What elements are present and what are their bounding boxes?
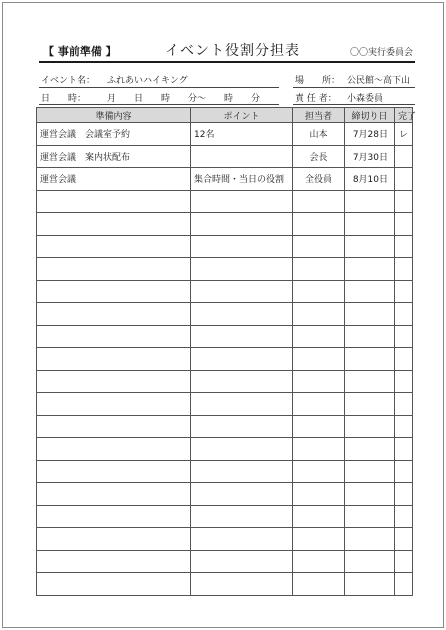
task-cell[interactable]: [37, 505, 191, 528]
point-cell[interactable]: [191, 505, 293, 528]
table-row: [37, 145, 413, 168]
table-row: [37, 460, 413, 483]
done-cell[interactable]: [395, 235, 413, 258]
owner-value: 小森委員: [347, 94, 384, 104]
deadline-cell[interactable]: [345, 438, 395, 461]
task-cell[interactable]: [37, 280, 191, 303]
task-cell[interactable]: [37, 393, 191, 416]
done-cell[interactable]: [395, 505, 413, 528]
assignee-cell[interactable]: [293, 438, 345, 461]
deadline-cell[interactable]: [345, 550, 395, 573]
deadline-cell[interactable]: 8月10日: [345, 168, 395, 191]
assignee-cell[interactable]: [293, 348, 345, 371]
task-cell[interactable]: [37, 348, 191, 371]
done-cell[interactable]: [395, 393, 413, 416]
done-cell[interactable]: [395, 145, 413, 168]
done-cell[interactable]: レ: [395, 123, 413, 146]
assignee-cell[interactable]: [293, 528, 345, 551]
point-cell[interactable]: [191, 280, 293, 303]
task-cell[interactable]: [37, 483, 191, 506]
table-row: [37, 415, 413, 438]
header-assignee: 担当者: [293, 108, 345, 123]
table-row: [37, 483, 413, 506]
assignee-cell[interactable]: [293, 303, 345, 326]
task-cell[interactable]: [37, 573, 191, 596]
deadline-cell[interactable]: [345, 258, 395, 281]
event-name-value: ふれあいハイキング: [107, 76, 188, 86]
table-row: [37, 393, 413, 416]
point-cell[interactable]: [191, 190, 293, 213]
assignee-cell[interactable]: [293, 213, 345, 236]
task-cell[interactable]: [37, 460, 191, 483]
task-cell[interactable]: [37, 550, 191, 573]
done-cell[interactable]: [395, 348, 413, 371]
assignee-cell[interactable]: [293, 550, 345, 573]
owner-underline: [293, 104, 415, 105]
event-name-underline: [39, 87, 279, 88]
point-cell[interactable]: [191, 370, 293, 393]
date-value: 月 日 時 分～ 時 分: [107, 94, 261, 104]
section-tag: 【 事前準備 】: [43, 45, 117, 58]
point-cell[interactable]: [191, 393, 293, 416]
assignee-cell[interactable]: [293, 415, 345, 438]
table-row: [37, 438, 413, 461]
deadline-cell[interactable]: [345, 280, 395, 303]
table-row: [37, 550, 413, 573]
table-row: [37, 505, 413, 528]
assignee-cell[interactable]: [293, 460, 345, 483]
deadline-cell[interactable]: [345, 415, 395, 438]
point-cell[interactable]: [191, 528, 293, 551]
assignee-cell[interactable]: [293, 573, 345, 596]
task-cell[interactable]: [37, 370, 191, 393]
assignee-cell[interactable]: 全役員: [293, 168, 345, 191]
done-cell[interactable]: [395, 325, 413, 348]
done-cell[interactable]: [395, 415, 413, 438]
organization-name: 〇〇実行委員会: [349, 48, 413, 58]
deadline-cell[interactable]: [345, 190, 395, 213]
point-cell[interactable]: [191, 235, 293, 258]
deadline-cell[interactable]: [345, 483, 395, 506]
point-cell[interactable]: [191, 550, 293, 573]
task-cell[interactable]: [37, 235, 191, 258]
task-cell[interactable]: [37, 528, 191, 551]
task-table: [36, 107, 417, 596]
deadline-cell[interactable]: [345, 235, 395, 258]
assignee-cell[interactable]: 会長: [293, 145, 345, 168]
table-row: [37, 573, 413, 596]
done-cell[interactable]: [395, 438, 413, 461]
done-cell[interactable]: [395, 460, 413, 483]
point-cell[interactable]: [191, 483, 293, 506]
table-row: [37, 190, 413, 213]
point-cell[interactable]: [191, 145, 293, 168]
deadline-cell[interactable]: [345, 528, 395, 551]
task-cell[interactable]: 運営会議 会議室予約: [37, 123, 191, 146]
header-deadline: 締切り日: [345, 108, 395, 123]
done-cell[interactable]: [395, 483, 413, 506]
point-cell[interactable]: [191, 213, 293, 236]
done-cell[interactable]: [395, 528, 413, 551]
task-cell[interactable]: [37, 258, 191, 281]
done-cell[interactable]: [395, 550, 413, 573]
deadline-cell[interactable]: [345, 348, 395, 371]
assignee-cell[interactable]: [293, 483, 345, 506]
task-cell[interactable]: [37, 213, 191, 236]
done-cell[interactable]: [395, 573, 413, 596]
deadline-cell[interactable]: [345, 303, 395, 326]
table-row: [37, 280, 413, 303]
table-row: [37, 235, 413, 258]
header-done: 完了: [395, 108, 413, 123]
table-row: [37, 528, 413, 551]
assignee-cell[interactable]: [293, 235, 345, 258]
task-cell[interactable]: [37, 415, 191, 438]
header-task: 準備内容: [37, 108, 191, 123]
table-row: [37, 348, 413, 371]
table-row: [37, 303, 413, 326]
assignee-cell[interactable]: [293, 393, 345, 416]
point-cell[interactable]: 12名: [191, 123, 293, 146]
point-cell[interactable]: [191, 573, 293, 596]
done-cell[interactable]: [395, 370, 413, 393]
table-row: [37, 370, 413, 393]
assignee-cell[interactable]: [293, 190, 345, 213]
place-underline: [293, 87, 415, 88]
owner-label: 責 任 者：: [295, 94, 337, 104]
point-cell[interactable]: [191, 325, 293, 348]
deadline-cell[interactable]: 7月28日: [345, 123, 395, 146]
date-underline: [39, 104, 279, 105]
done-cell[interactable]: [395, 303, 413, 326]
done-cell[interactable]: [395, 258, 413, 281]
assignee-cell[interactable]: [293, 370, 345, 393]
table-row: [37, 213, 413, 236]
table-row: [37, 123, 413, 146]
point-cell[interactable]: [191, 303, 293, 326]
deadline-cell[interactable]: [345, 213, 395, 236]
deadline-cell[interactable]: [345, 460, 395, 483]
point-cell[interactable]: [191, 460, 293, 483]
task-cell[interactable]: [37, 325, 191, 348]
deadline-cell[interactable]: [345, 325, 395, 348]
date-label: 日 時：: [41, 94, 87, 104]
deadline-cell[interactable]: [345, 370, 395, 393]
page-title: イベント役割分担表: [165, 43, 300, 59]
assignee-cell[interactable]: [293, 258, 345, 281]
header-point: ポイント: [191, 108, 293, 123]
deadline-cell[interactable]: [345, 573, 395, 596]
table-header-row: [37, 108, 413, 123]
point-cell[interactable]: [191, 348, 293, 371]
assignee-cell[interactable]: [293, 505, 345, 528]
assignee-cell[interactable]: [293, 325, 345, 348]
assignee-cell[interactable]: [293, 280, 345, 303]
point-cell[interactable]: [191, 258, 293, 281]
task-cell[interactable]: 運営会議: [37, 168, 191, 191]
event-name-label: イベント名：: [41, 76, 96, 86]
point-cell[interactable]: [191, 415, 293, 438]
place-value: 公民館～高下山: [347, 76, 411, 86]
assignee-cell[interactable]: 山本: [293, 123, 345, 146]
deadline-cell[interactable]: [345, 505, 395, 528]
done-cell[interactable]: [395, 168, 413, 191]
point-cell[interactable]: 集合時間・当日の役割: [191, 168, 293, 191]
table-row: [37, 168, 413, 191]
header-rule: [39, 61, 415, 63]
done-cell[interactable]: [395, 280, 413, 303]
done-cell[interactable]: [395, 190, 413, 213]
table-row: [37, 258, 413, 281]
task-cell[interactable]: [37, 190, 191, 213]
task-cell[interactable]: [37, 438, 191, 461]
deadline-cell[interactable]: 7月30日: [345, 145, 395, 168]
table-row: [37, 325, 413, 348]
deadline-cell[interactable]: [345, 393, 395, 416]
place-label: 場 所：: [295, 76, 341, 86]
point-cell[interactable]: [191, 438, 293, 461]
task-cell[interactable]: 運営会議 案内状配布: [37, 145, 191, 168]
done-cell[interactable]: [395, 213, 413, 236]
task-cell[interactable]: [37, 303, 191, 326]
